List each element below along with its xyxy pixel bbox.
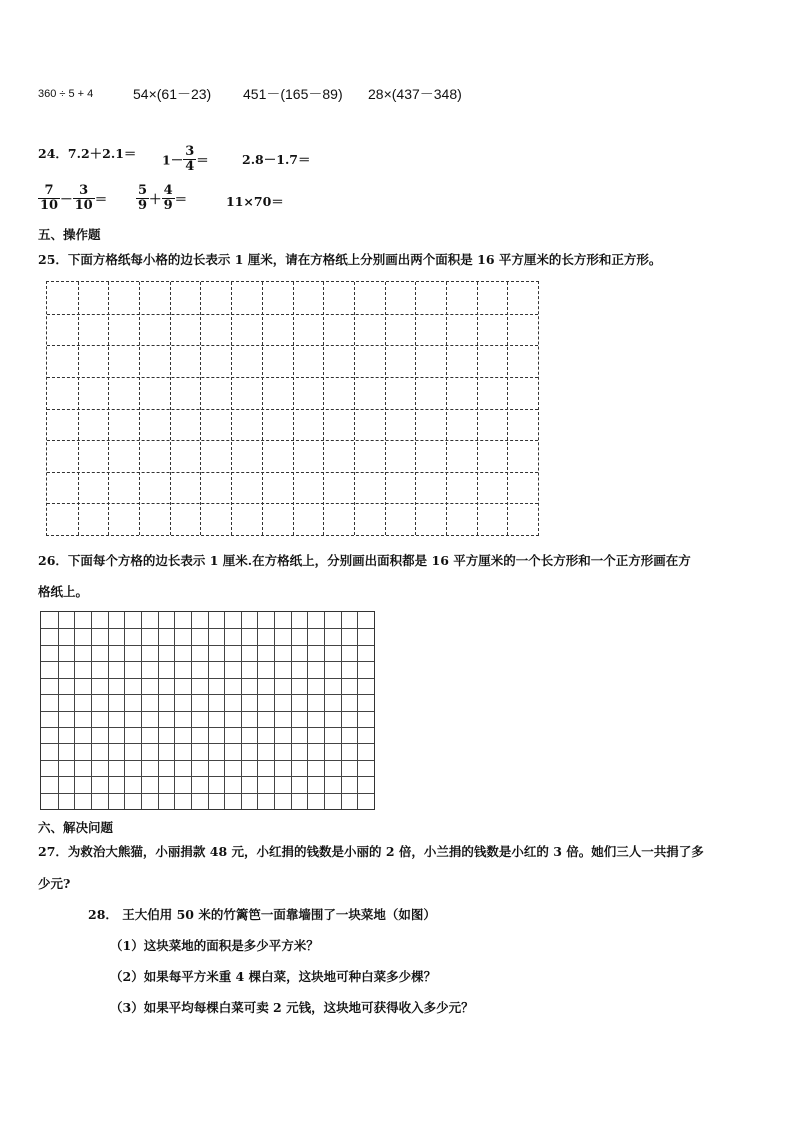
equals-sign: ＝ [94, 191, 108, 207]
section-heading-6: 六、解决问题 [38, 820, 114, 835]
grid-line-horizontal [47, 377, 538, 378]
q24-expr-d [38, 184, 107, 213]
q25-text: 25．下面方格纸每小格的边长表示 1 厘米，请在方格纸上分别画出两个面积是 16 平方厘米的长方形和正方形。 [38, 252, 662, 267]
grid-line-horizontal [47, 345, 538, 346]
equals-sign: ＝ [196, 152, 209, 168]
fraction-denominator: 9 [163, 198, 173, 213]
q24-label: 24． [38, 146, 68, 161]
q28-stem: 28． 王大伯用 50 米的竹篱笆一面靠墙围了一块菜地（如图） [88, 907, 436, 922]
fraction-numerator: 3 [185, 144, 195, 159]
q24-b-whole: 1－ [162, 152, 184, 168]
grid-line-horizontal [41, 743, 374, 744]
q24-expr-a: 7.2＋2.1＝ [67, 146, 137, 161]
fraction-7-10 [38, 184, 60, 213]
q27-text-line1: 27．为救治大熊猫，小丽捐款 48 元，小红捐的钱数是小丽的 2 倍，小兰捐的钱数是小红的 3 倍。她们三人一共捐了多 [38, 844, 704, 859]
q28-part-3: （3）如果平均每棵白菜可卖 2 元钱，这块地可获得收入多少元？ [110, 1000, 474, 1015]
q26-text-line1: 26．下面每个方格的边长表示 1 厘米.在方格纸上，分别画出面积都是 16 平方厘米的一个长方形和一个正方形画在方 [38, 553, 691, 568]
q26-text-line2: 格纸上。 [38, 584, 89, 599]
equals-sign: ＝ [174, 191, 188, 207]
grid-line-horizontal [47, 314, 538, 315]
expression-2: 54×(61－23) [133, 86, 212, 102]
q24-row1 [38, 143, 136, 162]
grid-paper-2[interactable] [40, 611, 375, 810]
fraction-numerator: 3 [79, 183, 89, 198]
q28-part-2: （2）如果每平方米重 4 棵白菜，这块地可种白菜多少棵？ [110, 969, 437, 984]
q24-expr-e [136, 184, 187, 213]
grid-line-horizontal [41, 760, 374, 761]
expression-4: 28×(437－348) [368, 86, 462, 102]
grid-line-horizontal [41, 711, 374, 712]
grid-line-horizontal [47, 440, 538, 441]
q27-text-line2: 少元? [38, 876, 71, 891]
fraction-numerator: 7 [44, 183, 54, 198]
grid-line-horizontal [41, 661, 374, 662]
grid-line-horizontal [41, 793, 374, 794]
grid-line-horizontal [41, 678, 374, 679]
fraction-numerator: 5 [138, 183, 148, 198]
section-heading-5: 五、操作题 [38, 227, 101, 242]
q24-expr-b [162, 145, 209, 174]
fraction-3-10 [73, 184, 95, 213]
grid-paper-1[interactable] [46, 281, 539, 536]
grid-line-horizontal [47, 409, 538, 410]
fraction-5-9 [136, 184, 149, 213]
fraction-3-4 [183, 145, 196, 174]
plus-sign: ＋ [149, 191, 162, 207]
grid-line-horizontal [47, 472, 538, 473]
fraction-denominator: 10 [40, 198, 59, 213]
grid-line-horizontal [47, 503, 538, 504]
expression-3: 451－(165－89) [243, 86, 343, 102]
grid-line-horizontal [41, 645, 374, 646]
grid-line-horizontal [41, 727, 374, 728]
q24-expr-c: 2.8－1.7＝ [242, 152, 311, 167]
grid-line-horizontal [41, 628, 374, 629]
fraction-denominator: 4 [185, 159, 195, 174]
expression-1: 360 ÷ 5 + 4 [38, 88, 94, 100]
grid-line-horizontal [41, 776, 374, 777]
minus-sign: － [60, 191, 73, 207]
fraction-4-9 [162, 184, 175, 213]
fraction-denominator: 10 [74, 198, 93, 213]
grid-line-horizontal [41, 694, 374, 695]
q24-expr-f: 11×70＝ [226, 194, 284, 209]
q28-part-1: （1）这块菜地的面积是多少平方米？ [110, 938, 319, 953]
fraction-numerator: 4 [163, 183, 173, 198]
fraction-denominator: 9 [138, 198, 148, 213]
